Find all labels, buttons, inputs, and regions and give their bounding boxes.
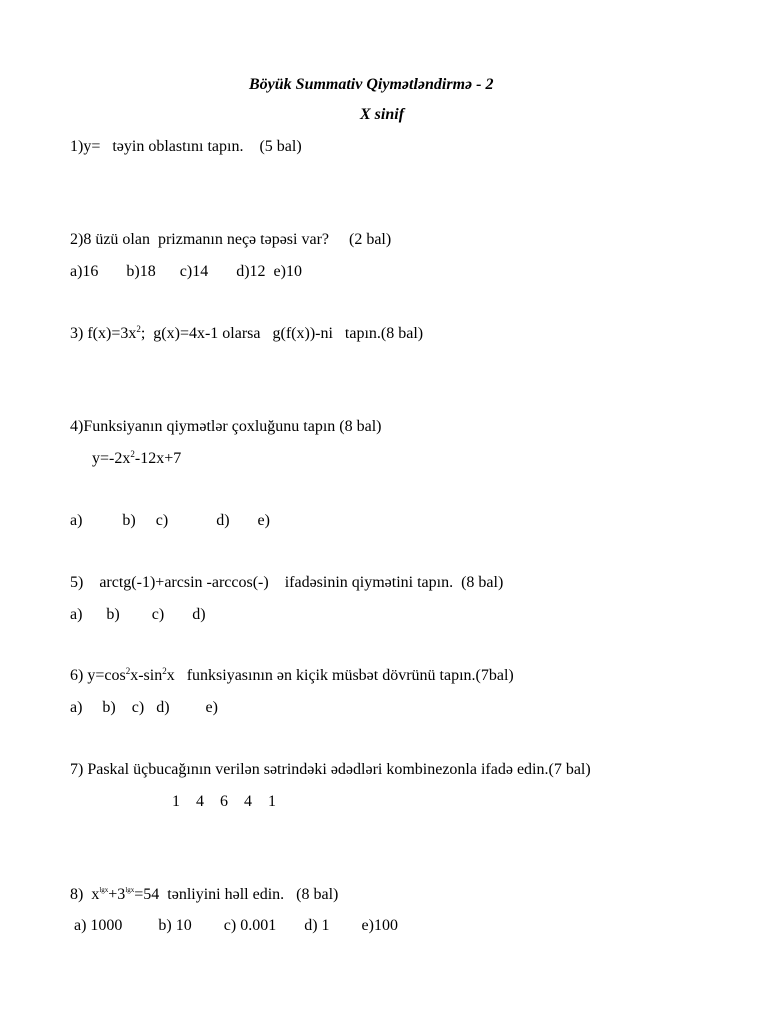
question-4-func-exponent: 2: [130, 449, 135, 459]
question-3-exponent: 2: [136, 324, 141, 334]
question-8-part1: 8) x: [70, 886, 100, 903]
question-4-options: a) b) c) d) e): [70, 512, 270, 529]
question-8-options: a) 1000 b) 10 c) 0.001 d) 1 e)100: [70, 917, 398, 934]
question-4: 4)Funksiyanın qiymətlər çoxluğunu tapın (8 bal): [70, 418, 382, 435]
question-8-part3: =54 tənliyini həll edin. (8 bal): [134, 886, 339, 903]
question-5-options: a) b) c) d): [70, 606, 206, 623]
question-7-pascal-row: 1 4 6 4 1: [172, 793, 276, 810]
question-3: [70, 324, 423, 344]
question-4-func-part2: -12x+7: [134, 450, 182, 467]
question-8: [70, 885, 338, 905]
question-4-function: [92, 449, 181, 469]
question-6-exponent-2: 2: [162, 666, 167, 676]
question-3-part1: 3) f(x)=3x: [70, 325, 137, 342]
question-8-exponent-2: lgx: [125, 886, 135, 894]
question-2-options: a)16 b)18 c)14 d)12 e)10: [70, 263, 302, 280]
question-6-options: a) b) c) d) e): [70, 699, 218, 716]
document-title: Böyük Summativ Qiymətləndirmə - 2: [249, 76, 494, 93]
question-8-part2: +3: [108, 886, 126, 903]
question-3-part2: ; g(x)=4x-1 olarsa g(f(x))-ni tapın.(8 bal): [140, 325, 424, 342]
question-6: [70, 666, 514, 686]
question-5: 5) arctg(-1)+arcsin -arccos(-) ifadəsinin qiymətini tapın. (8 bal): [70, 574, 504, 591]
question-6-part2: x-sin: [130, 667, 163, 684]
question-6-exponent-1: 2: [125, 666, 131, 676]
question-7: 7) Paskal üçbucağının verilən sətrindəki ədədləri kombinezonla ifadə edin.(7 bal): [70, 761, 591, 778]
question-1: 1)y= təyin oblastını tapın. (5 bal): [70, 138, 302, 155]
question-6-part1: 6) y=cos: [70, 667, 126, 684]
question-4-func-part1: y=-2x: [92, 450, 131, 467]
question-6-part3: x funksiyasının ən kiçik müsbət dövrünü tapın.(7bal): [166, 667, 514, 684]
question-2: 2)8 üzü olan prizmanın neçə təpəsi var? (2 bal): [70, 231, 392, 248]
question-8-exponent-1: lgx: [99, 886, 109, 894]
document-subtitle: X sinif: [360, 106, 405, 123]
